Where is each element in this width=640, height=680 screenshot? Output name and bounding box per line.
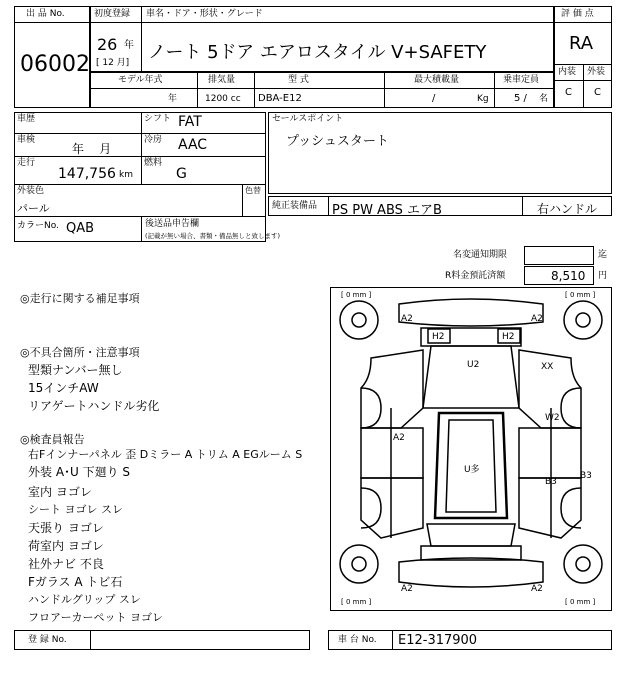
damage-front-fender-right: XX bbox=[541, 362, 554, 372]
shift-label: シフト bbox=[144, 114, 172, 124]
inspector-item: 右Fインナーパネル 歪 Dミラー A トリム A EGルーム S bbox=[28, 448, 303, 461]
damage-rear-bumper-right: A2 bbox=[531, 584, 543, 594]
inspection-value: 年 月 bbox=[72, 142, 112, 156]
color-no-label: カラーNo. bbox=[17, 221, 59, 231]
lot-label: 出 品 No. bbox=[26, 9, 65, 19]
equipment: PS PW ABS エアB bbox=[332, 203, 442, 218]
steering: 右ハンドル bbox=[537, 202, 598, 216]
aftermarket-note: (記載が無い場合、書類・備品無しと致します) bbox=[145, 232, 281, 240]
inspection-label: 車検 bbox=[17, 135, 36, 145]
displacement-label: 排気量 bbox=[208, 75, 236, 85]
damage-rear-door-right: B3 bbox=[545, 477, 557, 487]
inspector-item: 外装 A･U 下廻り S bbox=[28, 465, 131, 479]
damage-front-bumper-right: A2 bbox=[531, 314, 543, 324]
exterior-score: C bbox=[594, 87, 601, 98]
score-value: RA bbox=[569, 33, 594, 54]
car-diagram bbox=[330, 287, 612, 611]
interior-label: 内装 bbox=[558, 67, 577, 77]
damage-rear-fender-right: B3 bbox=[580, 471, 592, 481]
recycle-value: 8,510 bbox=[551, 269, 586, 283]
inspector-item: 室内 ヨゴレ bbox=[28, 485, 92, 499]
recycle-label: R料金預託済額 bbox=[445, 271, 506, 281]
tire-fr-label: [ 0 mm ] bbox=[565, 291, 596, 299]
tire-rl-label: [ 0 mm ] bbox=[341, 598, 372, 606]
mileage-value: 147,756 bbox=[58, 166, 116, 182]
name-change-unit: 迄 bbox=[598, 250, 608, 260]
inspector-title: ◎検査員報告 bbox=[20, 433, 85, 446]
max-load-label: 最大積載量 bbox=[414, 75, 460, 85]
mileage-label: 走行 bbox=[17, 158, 36, 168]
inspector-item: フロアーカーペット ヨゴレ bbox=[28, 611, 163, 624]
fuel-value: G bbox=[176, 166, 187, 182]
damage-front-bumper-left: A2 bbox=[401, 314, 413, 324]
exterior-color-label: 外装色 bbox=[17, 186, 45, 196]
defect-item: 型類ナンバー無し bbox=[28, 363, 123, 377]
repaint-label: 色替 bbox=[245, 186, 261, 195]
damage-rear-bumper-left: A2 bbox=[401, 584, 413, 594]
interior-score: C bbox=[565, 87, 572, 98]
reg-year-unit: 年 bbox=[124, 40, 134, 51]
model-year-unit: 年 bbox=[168, 94, 178, 104]
recycle-unit: 円 bbox=[598, 271, 608, 281]
capacity-unit: 名 bbox=[539, 94, 549, 104]
capacity: 5 / bbox=[514, 93, 527, 104]
defect-item: リアゲートハンドル劣化 bbox=[28, 399, 160, 413]
car-outline bbox=[331, 288, 611, 610]
max-load-unit: Kg bbox=[477, 94, 489, 104]
defects-title: ◎不具合箇所・注意事項 bbox=[20, 346, 140, 359]
sales-point-label: セールスポイント bbox=[272, 114, 344, 124]
damage-front-door-left: A2 bbox=[393, 433, 405, 443]
damage-headlight-right: H2 bbox=[502, 332, 515, 342]
first-reg-label: 初度登録 bbox=[94, 9, 131, 19]
history-label: 車歴 bbox=[17, 114, 36, 124]
max-load: / bbox=[432, 93, 436, 104]
reg-year: 26 bbox=[97, 35, 118, 54]
lot-number: 06002 bbox=[20, 52, 90, 77]
capacity-label: 乗車定員 bbox=[503, 75, 540, 85]
inspector-item: 荷室内 ヨゴレ bbox=[28, 539, 104, 553]
damage-front-door-right: W2 bbox=[545, 413, 560, 423]
ac-label: 冷房 bbox=[144, 135, 163, 145]
tire-rr-label: [ 0 mm ] bbox=[565, 598, 596, 606]
name-change-box bbox=[524, 246, 594, 265]
ac-value: AAC bbox=[178, 137, 208, 153]
car-name: ノート 5ドア エアロスタイル V+SAFETY bbox=[148, 42, 487, 63]
inspector-item: 天張り ヨゴレ bbox=[28, 521, 104, 535]
score-label: 評 価 点 bbox=[561, 9, 594, 19]
sales-point: プッシュスタート bbox=[286, 134, 389, 149]
color-no: QAB bbox=[66, 221, 95, 236]
defect-item: 15インチAW bbox=[28, 381, 99, 395]
tire-fl-label: [ 0 mm ] bbox=[341, 291, 372, 299]
reg-month: [ 12 月] bbox=[96, 58, 130, 68]
inspector-item: 社外ナビ 不良 bbox=[28, 557, 104, 571]
damage-roof: U多 bbox=[464, 465, 480, 475]
equipment-label: 純正装備品 bbox=[272, 201, 318, 211]
shift-value: FAT bbox=[178, 114, 202, 130]
damage-bonnet: U2 bbox=[467, 360, 480, 370]
chassis-number: E12-317900 bbox=[398, 633, 478, 648]
inspector-item: ハンドルグリップ スレ bbox=[28, 593, 141, 606]
registration-label: 登 録 No. bbox=[28, 635, 67, 645]
fuel-label: 燃料 bbox=[144, 158, 163, 168]
mileage-unit: km bbox=[119, 170, 133, 180]
model-type: DBA-E12 bbox=[258, 93, 302, 104]
name-change-label: 名変通知期限 bbox=[453, 250, 508, 260]
chassis-label: 車 台 No. bbox=[338, 635, 377, 645]
sales-point-box bbox=[268, 112, 612, 194]
exterior-label: 外装 bbox=[587, 67, 606, 77]
driving-notes-title: ◎走行に関する補足事項 bbox=[20, 292, 140, 305]
aftermarket-label: 後送品申告欄 bbox=[145, 219, 200, 229]
displacement: 1200 cc bbox=[205, 94, 241, 104]
model-type-label: 型 式 bbox=[288, 75, 309, 85]
inspector-item: シート ヨゴレ スレ bbox=[28, 503, 123, 516]
exterior-color: パール bbox=[17, 202, 50, 215]
inspector-item: Fガラス A トビ石 bbox=[28, 575, 123, 589]
model-year-label: モデル年式 bbox=[118, 75, 163, 85]
damage-headlight-left: H2 bbox=[432, 332, 445, 342]
car-name-label: 車名・ドア・形状・グレード bbox=[146, 9, 263, 19]
